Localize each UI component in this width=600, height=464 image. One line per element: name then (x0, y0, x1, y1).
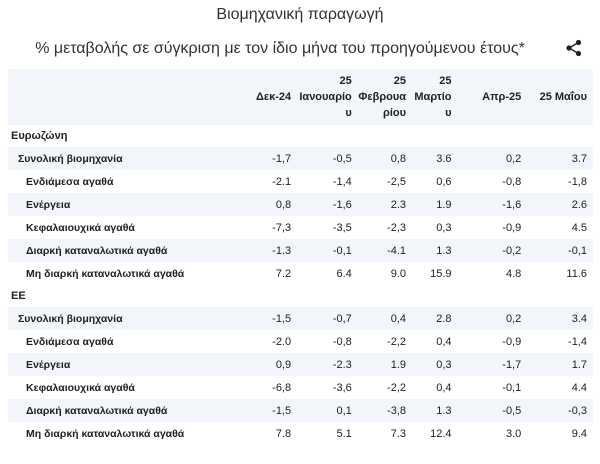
row-label: Μη διαρκή καταναλωτικά αγαθά (26, 267, 185, 280)
value-cell: -0,7 (332, 312, 352, 325)
column-header: 25 Μαρτίο υ (414, 75, 452, 119)
value-cell: -1,7 (502, 358, 522, 371)
row-label: Συνολική βιομηχανία (18, 152, 123, 165)
value-cell: 7.3 (390, 427, 407, 440)
value-cell: 0,1 (336, 404, 352, 417)
column-header: Δεκ-24 (255, 91, 292, 103)
value-cell: -0,9 (502, 221, 522, 234)
row-label: Κεφαλαιουχικά αγαθά (26, 221, 135, 234)
value-cell: -0,3 (568, 404, 587, 417)
value-cell: 7.2 (275, 267, 292, 280)
row-label: Ενέργεια (26, 198, 71, 211)
group-header-row (8, 285, 593, 307)
value-cell: -0,8 (332, 335, 352, 348)
value-cell: -0,5 (332, 152, 352, 165)
group-name: ΕΕ (11, 290, 26, 302)
group-name: Ευρωζώνη (11, 130, 68, 142)
page-subtitle: % μεταβολής σε σύγκριση με τον ίδιο μήνα του προηγούμενου έτους* (35, 40, 525, 57)
row-label: Κεφαλαιουχικά αγαθά (26, 381, 135, 394)
value-cell: -0,8 (502, 175, 522, 188)
value-cell: 4.4 (571, 381, 587, 394)
column-header: 25 Ιανουαρίο υ (299, 75, 352, 119)
value-cell: 6.4 (336, 267, 352, 280)
value-cell: 1.3 (436, 404, 452, 417)
value-cell: 0,6 (436, 175, 452, 188)
table-row (8, 216, 593, 239)
table-row (8, 262, 593, 285)
table-row (8, 193, 593, 216)
value-cell: -3,6 (332, 381, 352, 394)
value-cell: 0,4 (390, 312, 407, 325)
data-table (8, 69, 593, 445)
value-cell: -2.3 (332, 358, 352, 371)
value-cell: 0,2 (505, 152, 522, 165)
value-cell: -6,8 (272, 381, 292, 394)
value-cell: -1.3 (272, 244, 292, 257)
value-cell: -0,9 (502, 335, 522, 348)
value-cell: 3.4 (571, 312, 587, 325)
value-cell: -7,3 (272, 221, 292, 234)
value-cell: -1,8 (568, 175, 587, 188)
value-cell: 9.4 (571, 427, 587, 440)
row-label: Συνολική βιομηχανία (18, 312, 123, 325)
table-row (8, 170, 593, 193)
value-cell: 0,8 (390, 152, 407, 165)
table-row (8, 239, 593, 262)
value-cell: 0,2 (505, 312, 522, 325)
value-cell: 3.7 (571, 152, 587, 165)
value-cell: 0,3 (436, 221, 452, 234)
value-cell: 1.9 (390, 358, 407, 371)
value-cell: 4.5 (571, 221, 587, 234)
table-row (8, 330, 593, 353)
value-cell: -3,5 (332, 221, 352, 234)
value-cell: 2.3 (390, 198, 407, 211)
value-cell: -0,1 (332, 244, 352, 257)
value-cell: 2.6 (571, 198, 587, 211)
page-title: Βιομηχανική παραγωγή (216, 6, 384, 23)
column-header: Απρ-25 (482, 91, 522, 103)
value-cell: -3,8 (387, 404, 407, 417)
row-label: Μη διαρκή καταναλωτικά αγαθά (26, 427, 185, 440)
value-cell: -0,2 (502, 244, 522, 257)
value-cell: -2,5 (387, 175, 407, 188)
group-header-row (8, 125, 593, 147)
value-cell: 12.4 (430, 427, 452, 440)
value-cell: -1,4 (568, 335, 587, 348)
row-label: Ενδιάμεσα αγαθά (26, 335, 114, 348)
value-cell: -1,7 (272, 152, 292, 165)
value-cell: 1.7 (571, 358, 587, 371)
table-row (8, 376, 593, 399)
value-cell: 4.8 (505, 267, 522, 280)
value-cell: -1,5 (272, 404, 292, 417)
value-cell: -2,3 (387, 221, 407, 234)
table-row (8, 353, 593, 376)
value-cell: 5.1 (336, 427, 352, 440)
value-cell: 1.9 (436, 198, 452, 211)
value-cell: -1,5 (272, 312, 292, 325)
value-cell: 0,3 (436, 358, 452, 371)
value-cell: 3.0 (505, 427, 522, 440)
value-cell: -1,4 (332, 175, 352, 188)
value-cell: 0,9 (275, 358, 292, 371)
value-cell: -4.1 (387, 244, 407, 257)
value-cell: 9.0 (390, 267, 407, 280)
table-row (8, 422, 593, 445)
row-label: Διαρκή καταναλωτικά αγαθά (26, 404, 168, 417)
value-cell: 11.6 (566, 267, 587, 280)
value-cell: 0,4 (436, 381, 452, 394)
value-cell: 0,8 (275, 198, 292, 211)
value-cell: 7.8 (275, 427, 292, 440)
value-cell: 15.9 (430, 267, 452, 280)
column-header: 25 Φεβρουα ρίου (358, 75, 407, 119)
value-cell: 3.6 (436, 152, 452, 165)
header-label-cell (8, 69, 237, 125)
row-label: Ενδιάμεσα αγαθά (26, 175, 114, 188)
value-cell: -1,6 (502, 198, 522, 211)
value-cell: -2.0 (272, 335, 292, 348)
row-label: Ενέργεια (26, 358, 71, 371)
value-cell: -0,1 (568, 244, 587, 257)
value-cell: -2.1 (272, 175, 292, 188)
table-header (8, 69, 593, 125)
column-header: 25 Μαΐου (539, 91, 587, 103)
value-cell: -2,2 (387, 381, 407, 394)
share-icon[interactable] (565, 39, 583, 57)
table-row (8, 399, 593, 422)
value-cell: -0,1 (502, 381, 522, 394)
table-row (8, 307, 593, 330)
row-label: Διαρκή καταναλωτικά αγαθά (26, 244, 168, 257)
value-cell: 0,4 (436, 335, 452, 348)
value-cell: -0,5 (502, 404, 522, 417)
value-cell: -2,2 (387, 335, 407, 348)
value-cell: 1.3 (436, 244, 452, 257)
value-cell: -1,6 (332, 198, 352, 211)
table-row (8, 147, 593, 170)
value-cell: 2.8 (436, 312, 452, 325)
